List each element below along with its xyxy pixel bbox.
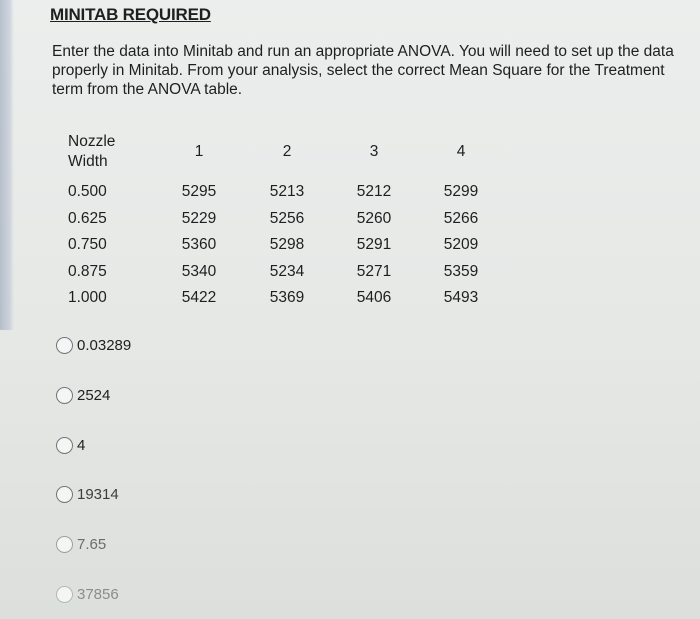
radio-button[interactable]: [56, 337, 73, 354]
table-cell: 5359: [443, 262, 479, 280]
table-cell: 5271: [356, 262, 392, 280]
table-cell: 5266: [443, 209, 479, 227]
answer-option[interactable]: [56, 583, 131, 605]
row-label: 0.750: [68, 236, 107, 254]
answer-option[interactable]: [56, 533, 131, 555]
table-cell: 5229: [181, 209, 217, 227]
row-label: 0.625: [68, 209, 107, 227]
table-cell: 5256: [269, 209, 305, 227]
table-row: [52, 285, 505, 312]
table-cell: 5406: [356, 289, 392, 307]
answer-option[interactable]: [56, 434, 131, 456]
answer-option-label: 2524: [77, 386, 111, 404]
answer-option[interactable]: [56, 384, 131, 406]
answer-option-label: 37856: [77, 585, 119, 603]
row-label: 0.875: [68, 262, 107, 280]
table-cell: 5295: [181, 183, 217, 201]
question-text: Enter the data into Minitab and run an appropriate ANOVA. You will need to set up the data properly in Minitab. From your analysis, select the correct Mean Square for the Treatment term from the ANOVA table.: [52, 43, 674, 98]
answer-options: [56, 334, 131, 605]
table-cell: 5213: [269, 183, 305, 201]
table-row: [52, 179, 505, 206]
radio-button[interactable]: [56, 387, 73, 404]
answer-option[interactable]: [56, 483, 131, 505]
column-header-1: 1: [194, 143, 204, 160]
table-cell: 5360: [181, 236, 217, 254]
table-cell: 5209: [443, 236, 479, 254]
page-title: MINITAB REQUIRED: [50, 5, 211, 24]
header-nozzle-width: [52, 125, 155, 179]
table-row: [52, 206, 505, 233]
radio-button[interactable]: [56, 486, 73, 503]
answer-option[interactable]: [56, 334, 131, 356]
table-cell: 5291: [356, 236, 392, 254]
table-cell: 5422: [181, 289, 217, 307]
table-cell: 5493: [443, 289, 479, 307]
column-header-4: 4: [456, 143, 466, 160]
column-header-3: 3: [369, 143, 379, 160]
table-cell: 5260: [356, 209, 392, 227]
data-table: [52, 125, 505, 312]
radio-button[interactable]: [56, 437, 73, 454]
header-width: Width: [68, 153, 108, 170]
answer-option-label: 19314: [77, 485, 119, 503]
left-accent-bar: [0, 0, 14, 330]
table-cell: 5340: [181, 262, 217, 280]
table-row: [52, 232, 505, 259]
row-label: 0.500: [68, 183, 107, 201]
table-cell: 5234: [269, 262, 305, 280]
table-cell: 5299: [443, 183, 479, 201]
answer-option-label: 0.03289: [77, 336, 132, 354]
table-header-row: [52, 125, 505, 179]
radio-button[interactable]: [56, 536, 73, 553]
table-row: [52, 259, 505, 286]
table-cell: 5298: [269, 236, 305, 254]
column-header-2: 2: [282, 143, 292, 160]
table-cell: 5212: [356, 183, 392, 201]
header-nozzle: Nozzle: [68, 133, 116, 150]
row-label: 1.000: [68, 289, 107, 307]
radio-button[interactable]: [56, 586, 73, 603]
table-cell: 5369: [269, 289, 305, 307]
answer-option-label: 7.65: [77, 535, 107, 553]
answer-option-label: 4: [77, 436, 86, 454]
